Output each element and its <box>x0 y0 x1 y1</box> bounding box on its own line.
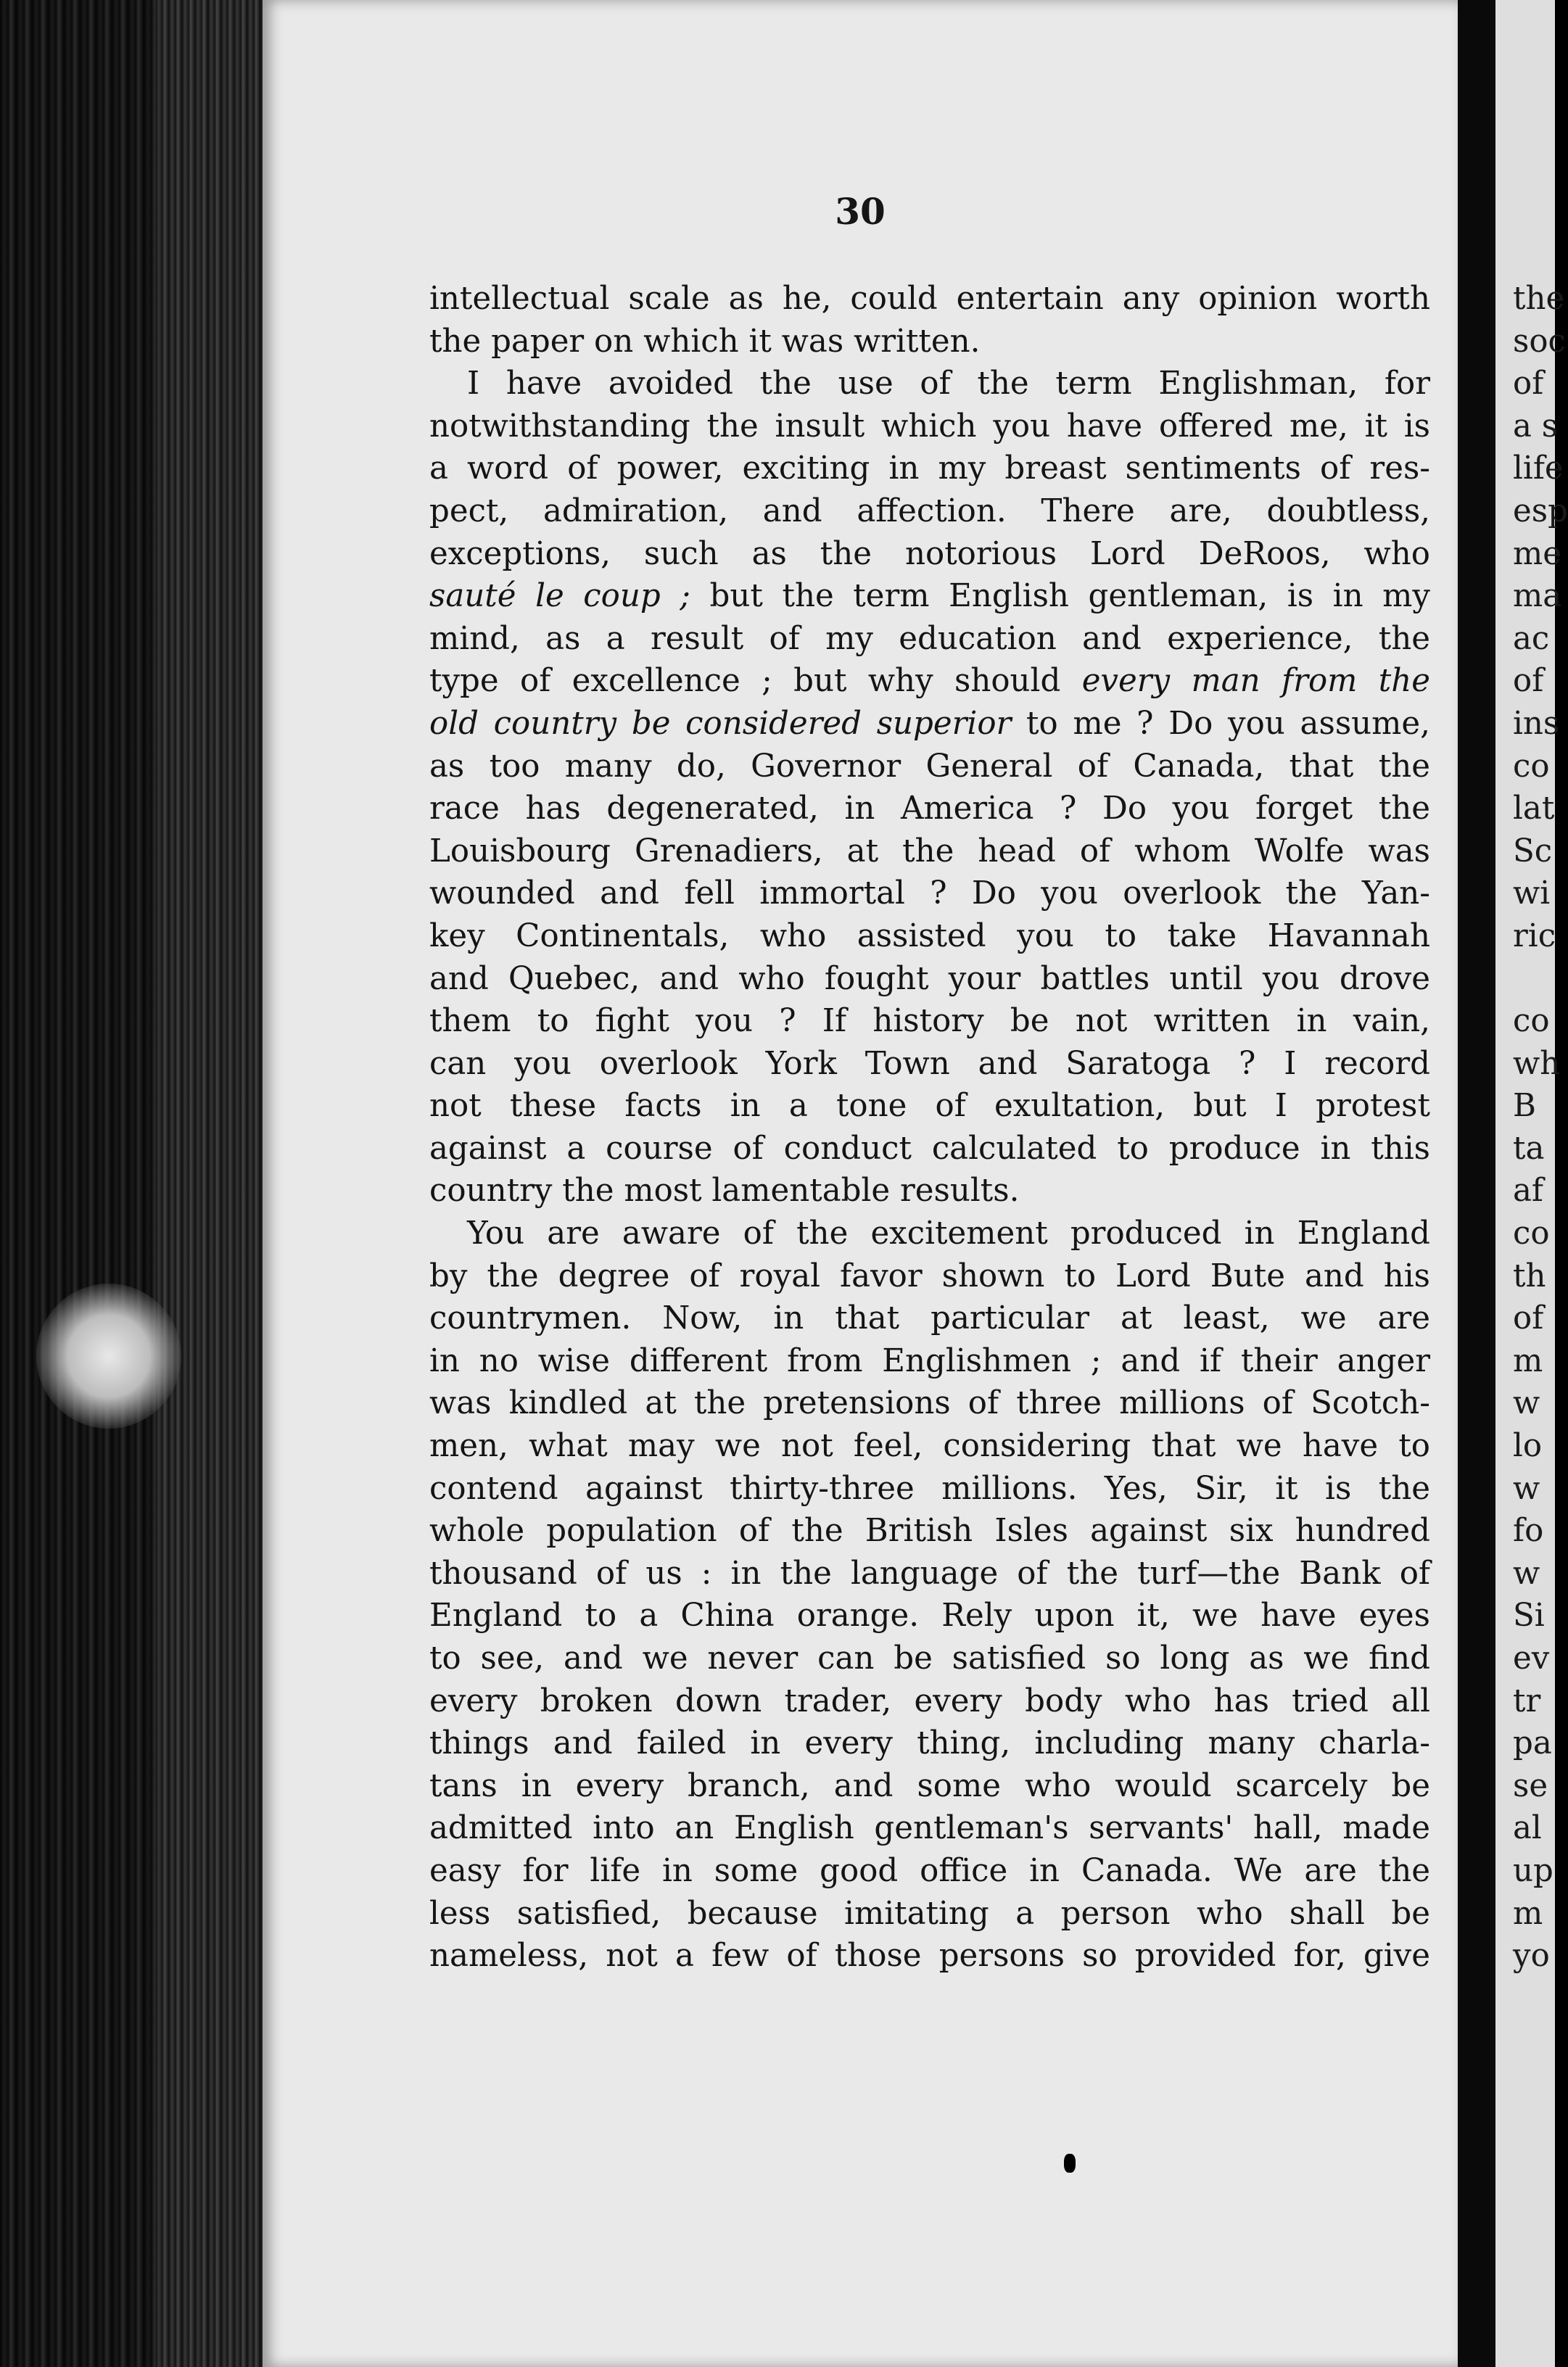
next-page-fragment: al <box>1513 1810 1542 1847</box>
next-page-fragment: w <box>1513 1555 1540 1592</box>
paper-stain <box>36 1284 181 1429</box>
text-line: mind, as a result of my education and experience, the <box>429 620 1430 657</box>
text-line: contend against thirty-three millions. Yes, Sir, it is the <box>429 1470 1430 1507</box>
text-line <box>429 575 1430 618</box>
text-line: not these facts in a tone of exultation, but I protest <box>429 1088 1430 1125</box>
page-body-text <box>429 278 1430 1978</box>
next-page-fragment: wh <box>1513 1045 1561 1082</box>
text-line: country the most lamentable results. <box>429 1173 1020 1210</box>
text-line: nameless, not a few of those persons so provided for, give <box>429 1938 1430 1975</box>
text-line: I have avoided the use of the term Englishman, for <box>467 365 1430 402</box>
next-page-fragment: wi <box>1513 875 1551 912</box>
next-page-fragment: soc <box>1513 323 1566 360</box>
next-page-fragment: m <box>1513 1342 1543 1379</box>
text-line: wounded and fell immortal ? Do you overlook the Yan- <box>429 875 1430 912</box>
text-line: key Continentals, who assisted you to take Havannah <box>429 917 1430 954</box>
next-page-fragment: co <box>1513 748 1550 785</box>
text-line: and Quebec, and who fought your battles until you drove <box>429 960 1430 997</box>
next-page-fragment: ev <box>1513 1640 1550 1677</box>
next-page-fragment: Si <box>1513 1598 1545 1635</box>
next-page-fragment: of <box>1513 663 1544 700</box>
text-line: a word of power, exciting in my breast sentiments of res- <box>429 450 1430 487</box>
text-line: England to a China orange. Rely upon it, we have eyes <box>429 1598 1430 1635</box>
text-run: type of excellence ; but why should <box>429 663 1082 700</box>
text-line: exceptions, such as the notorious Lord DeRoos, who <box>429 535 1430 572</box>
text-line: pect, admiration, and affection. There are, doubtless, <box>429 492 1430 529</box>
text-line: every broken down trader, every body who has tried all <box>429 1682 1430 1719</box>
next-page-fragment: esp <box>1513 492 1568 529</box>
next-page-fragment: co <box>1513 1215 1550 1252</box>
next-page-fragment: af <box>1513 1173 1544 1210</box>
text-line: notwithstanding the insult which you have offered me, it is <box>429 408 1430 445</box>
next-page-fragment: ma <box>1513 578 1562 615</box>
next-page-fragment: lat <box>1513 790 1555 827</box>
next-page-fragment: fo <box>1513 1513 1544 1550</box>
next-page-fragment: lo <box>1513 1428 1543 1465</box>
page-number: 30 <box>835 190 886 233</box>
next-page-fragment: pa <box>1513 1725 1552 1762</box>
book-page <box>263 0 1458 2367</box>
text-line: You are aware of the excitement produced in England <box>467 1215 1430 1252</box>
next-page-fragment: w <box>1513 1385 1540 1422</box>
next-page-fragment: life <box>1513 450 1564 487</box>
next-page-fragment: co <box>1513 1003 1550 1040</box>
text-line: whole population of the British Isles against six hundred <box>429 1513 1430 1550</box>
next-page-fragment: a s <box>1513 408 1559 445</box>
italic-phrase: old country be considered superior <box>429 705 1012 742</box>
text-run: to me ? Do you assume, <box>1011 705 1430 742</box>
next-page-fragment <box>1495 958 1555 1001</box>
text-line: them to fight you ? If history be not written in vain, <box>429 1003 1430 1040</box>
page-divider <box>1458 0 1495 2367</box>
italic-phrase: every man from the <box>1081 663 1430 700</box>
next-page-fragment: m <box>1513 1895 1543 1932</box>
text-line: intellectual scale as he, could entertain any opinion worth <box>429 281 1430 317</box>
text-line: Louisbourg Grenadiers, at the head of whom Wolfe was <box>429 833 1430 869</box>
next-page-fragment: of <box>1513 1300 1544 1337</box>
next-page-fragment: of <box>1513 365 1544 402</box>
next-page-fragment: se <box>1513 1767 1548 1804</box>
text-line: to see, and we never can be satisfied so long as we find <box>429 1640 1430 1677</box>
text-line: as too many do, Governor General of Canada, that the <box>429 748 1430 785</box>
next-page-edge <box>1495 0 1568 2367</box>
next-page-fragment: ins <box>1513 705 1560 742</box>
next-page-fragment: up <box>1513 1852 1553 1889</box>
text-line: admitted into an English gentleman's servants' hall, made <box>429 1810 1430 1847</box>
text-line: race has degenerated, in America ? Do you forget the <box>429 790 1430 827</box>
text-run: but the term English gentleman, is in my <box>690 578 1430 615</box>
text-line: easy for life in some good office in Canada. We are the <box>429 1852 1430 1889</box>
text-line: men, what may we not feel, considering that we have to <box>429 1428 1430 1465</box>
next-page-fragment: ta <box>1513 1130 1545 1167</box>
page-edge-stripes <box>156 0 265 2367</box>
text-line <box>429 703 1430 745</box>
text-line <box>429 660 1430 703</box>
text-line: countrymen. Now, in that particular at least, we are <box>429 1300 1430 1337</box>
next-page-fragment: yo <box>1513 1938 1550 1975</box>
text-line: against a course of conduct calculated to produce in this <box>429 1130 1430 1167</box>
text-line: thousand of us : in the language of the turf—the Bank of <box>429 1555 1430 1592</box>
next-page-fragment: me <box>1513 535 1561 572</box>
next-page-fragment: tr <box>1513 1682 1541 1719</box>
next-page-fragment: B <box>1513 1088 1536 1125</box>
ink-speck <box>1064 2154 1076 2173</box>
italic-phrase: sauté le coup ; <box>429 578 690 615</box>
next-page-fragment: Sc <box>1513 833 1553 869</box>
next-page-fragment: the <box>1513 281 1565 317</box>
text-line: can you overlook York Town and Saratoga ? I record <box>429 1045 1430 1082</box>
text-line: less satisfied, because imitating a person who shall be <box>429 1895 1430 1932</box>
text-line: things and failed in every thing, including many charla- <box>429 1725 1430 1762</box>
next-page-fragment: ac <box>1513 620 1550 657</box>
next-page-text-fragments <box>1495 278 1568 1978</box>
text-line: tans in every branch, and some who would scarcely be <box>429 1767 1430 1804</box>
next-page-fragment: ric <box>1513 917 1556 954</box>
text-line: was kindled at the pretensions of three millions of Scotch- <box>429 1385 1430 1422</box>
text-line: by the degree of royal favor shown to Lord Bute and his <box>429 1257 1430 1294</box>
next-page-fragment: th <box>1513 1257 1546 1294</box>
next-page-fragment: w <box>1513 1470 1540 1507</box>
text-line: the paper on which it was written. <box>429 323 981 360</box>
text-line: in no wise different from Englishmen ; and if their anger <box>429 1342 1430 1379</box>
